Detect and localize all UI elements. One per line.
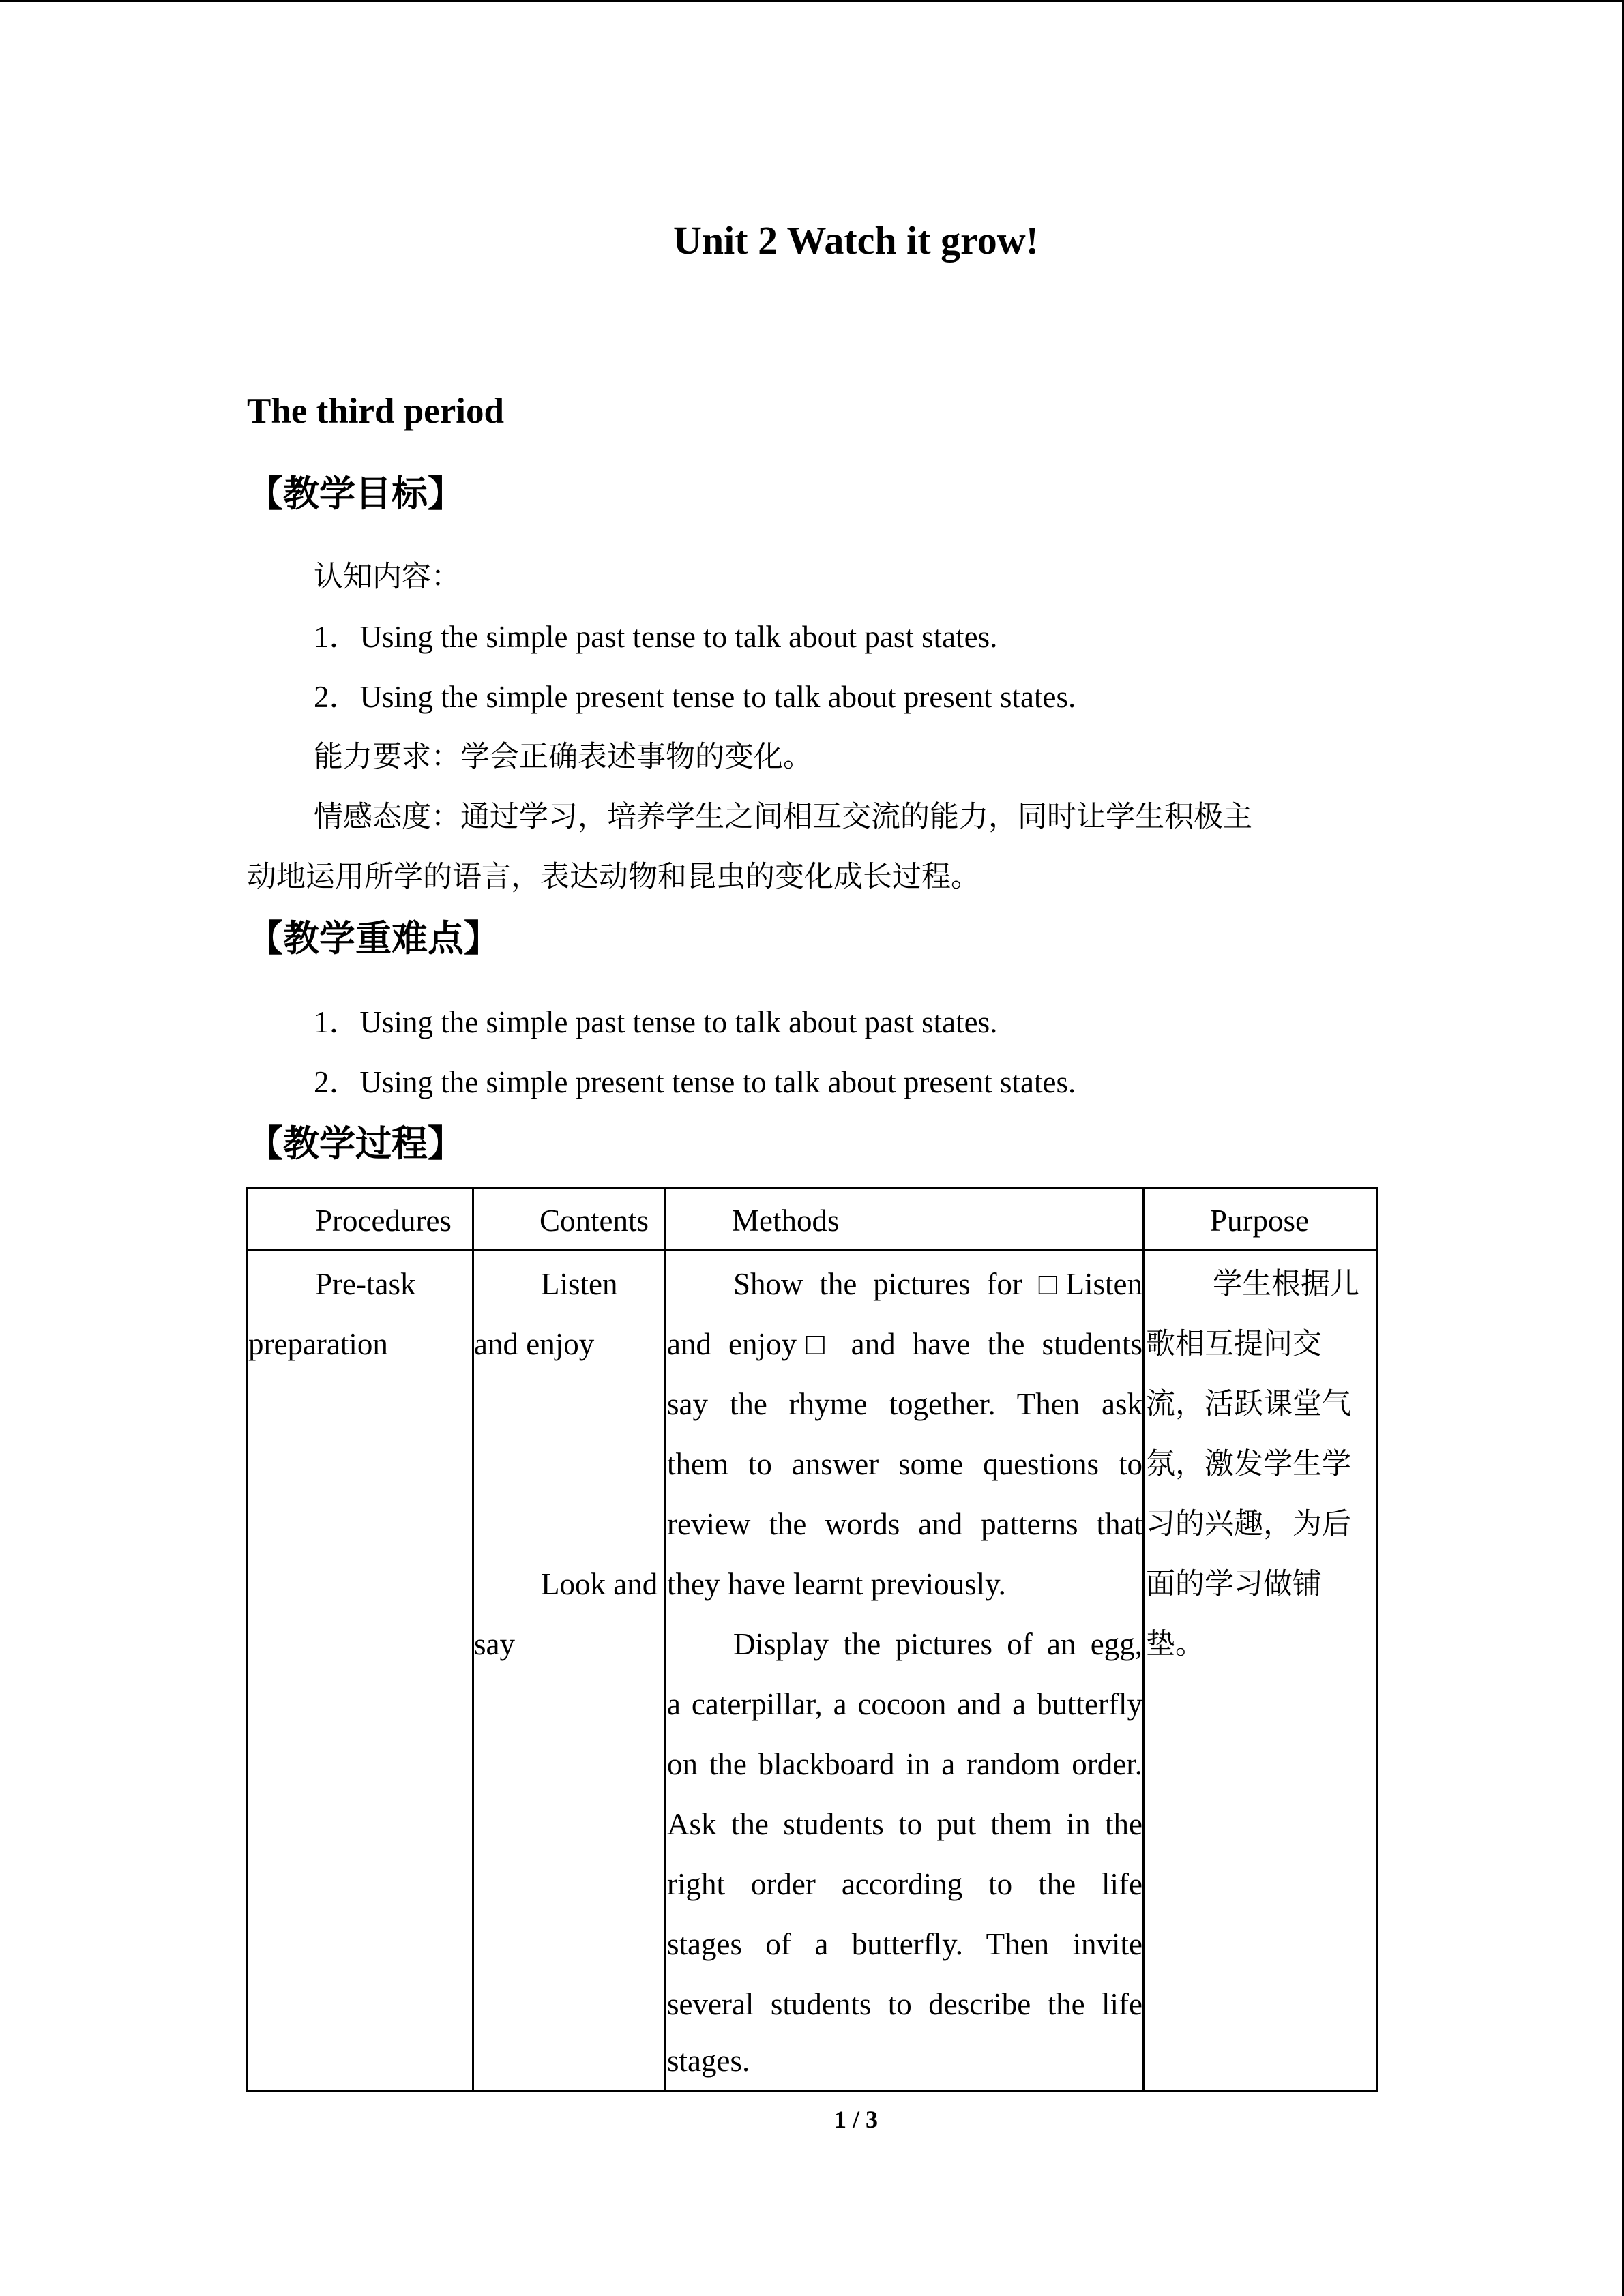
methods-cell-line: review the words and patterns that [667, 1507, 1142, 1541]
objective-item-2: 2．Using the simple present tense to talk about present states. [314, 680, 1076, 714]
methods-cell-line: several students to describe the life [667, 1987, 1142, 2021]
purpose-cell-line: 歌相互提问交 [1146, 1327, 1322, 1361]
methods-cell-line: they have learnt previously. [667, 1567, 1006, 1601]
key-point-item-2: 2．Using the simple present tense to talk about present states. [314, 1065, 1076, 1099]
header-methods: Methods [732, 1204, 840, 1238]
methods-cell-line: right order according to the life [667, 1867, 1142, 1901]
header-contents: Contents [540, 1204, 649, 1238]
key-points-heading: 【教学重难点】 [247, 918, 500, 959]
header-purpose: Purpose [1210, 1204, 1309, 1238]
purpose-cell-line: 流，活跃课堂气 [1146, 1387, 1351, 1421]
purpose-cell-line: 面的学习做铺 [1146, 1567, 1322, 1601]
objective-item-1: 1．Using the simple past tense to talk about past states. [314, 620, 998, 654]
purpose-cell-line: 习的兴趣，为后 [1146, 1507, 1351, 1541]
cognitive-label: 认知内容： [314, 560, 460, 594]
procedures-cell-line: preparation [248, 1327, 388, 1361]
header-procedures: Procedures [315, 1204, 452, 1238]
methods-cell-line: Ask the students to put them in the [667, 1807, 1142, 1841]
purpose-cell-line: 垫。 [1146, 1627, 1205, 1661]
period-subtitle: The third period [247, 391, 504, 431]
emotion-attitude-line-2: 动地运用所学的语言，表达动物和昆虫的变化成长过程。 [247, 860, 980, 894]
key-point-item-1: 1．Using the simple past tense to talk about past states. [314, 1005, 998, 1039]
column-divider [664, 1189, 666, 2090]
column-divider [1142, 1189, 1145, 2090]
document-title: Unit 2 Watch it grow! [673, 218, 1039, 263]
purpose-cell-line: 学生根据儿 [1213, 1267, 1359, 1301]
methods-cell-line: Display the pictures of an egg, [733, 1627, 1142, 1661]
purpose-cell-line: 氛，激发学生学 [1146, 1447, 1351, 1481]
ability-requirement: 能力要求：学会正确表述事物的变化。 [314, 740, 812, 774]
teaching-process-table [246, 1187, 1378, 2092]
methods-cell-line: say the rhyme together. Then ask [667, 1387, 1142, 1421]
contents-cell-line: Listen [541, 1267, 618, 1301]
methods-cell-line: Show the pictures for □Listen [733, 1267, 1142, 1301]
contents-cell-line: say [474, 1627, 515, 1661]
contents-cell-line: Look and [541, 1567, 658, 1601]
procedures-cell-line: Pre-task [315, 1267, 416, 1301]
process-heading: 【教学过程】 [247, 1123, 464, 1165]
contents-cell-line: and enjoy [474, 1327, 595, 1361]
methods-cell-line: a caterpillar, a cocoon and a butterfly [667, 1687, 1142, 1721]
methods-cell-line: them to answer some questions to [667, 1447, 1142, 1481]
emotion-attitude-line-1: 情感态度：通过学习，培养学生之间相互交流的能力，同时让学生积极主 [314, 800, 1252, 834]
objectives-heading: 【教学目标】 [247, 473, 464, 515]
methods-cell-line: stages. [667, 2044, 750, 2078]
methods-cell-line: on the blackboard in a random order. [667, 1747, 1142, 1781]
methods-cell-line: and enjoy□ and have the students [667, 1327, 1142, 1361]
methods-cell-line: stages of a butterfly. Then invite [667, 1927, 1142, 1961]
page-number: 1 / 3 [833, 2106, 878, 2133]
